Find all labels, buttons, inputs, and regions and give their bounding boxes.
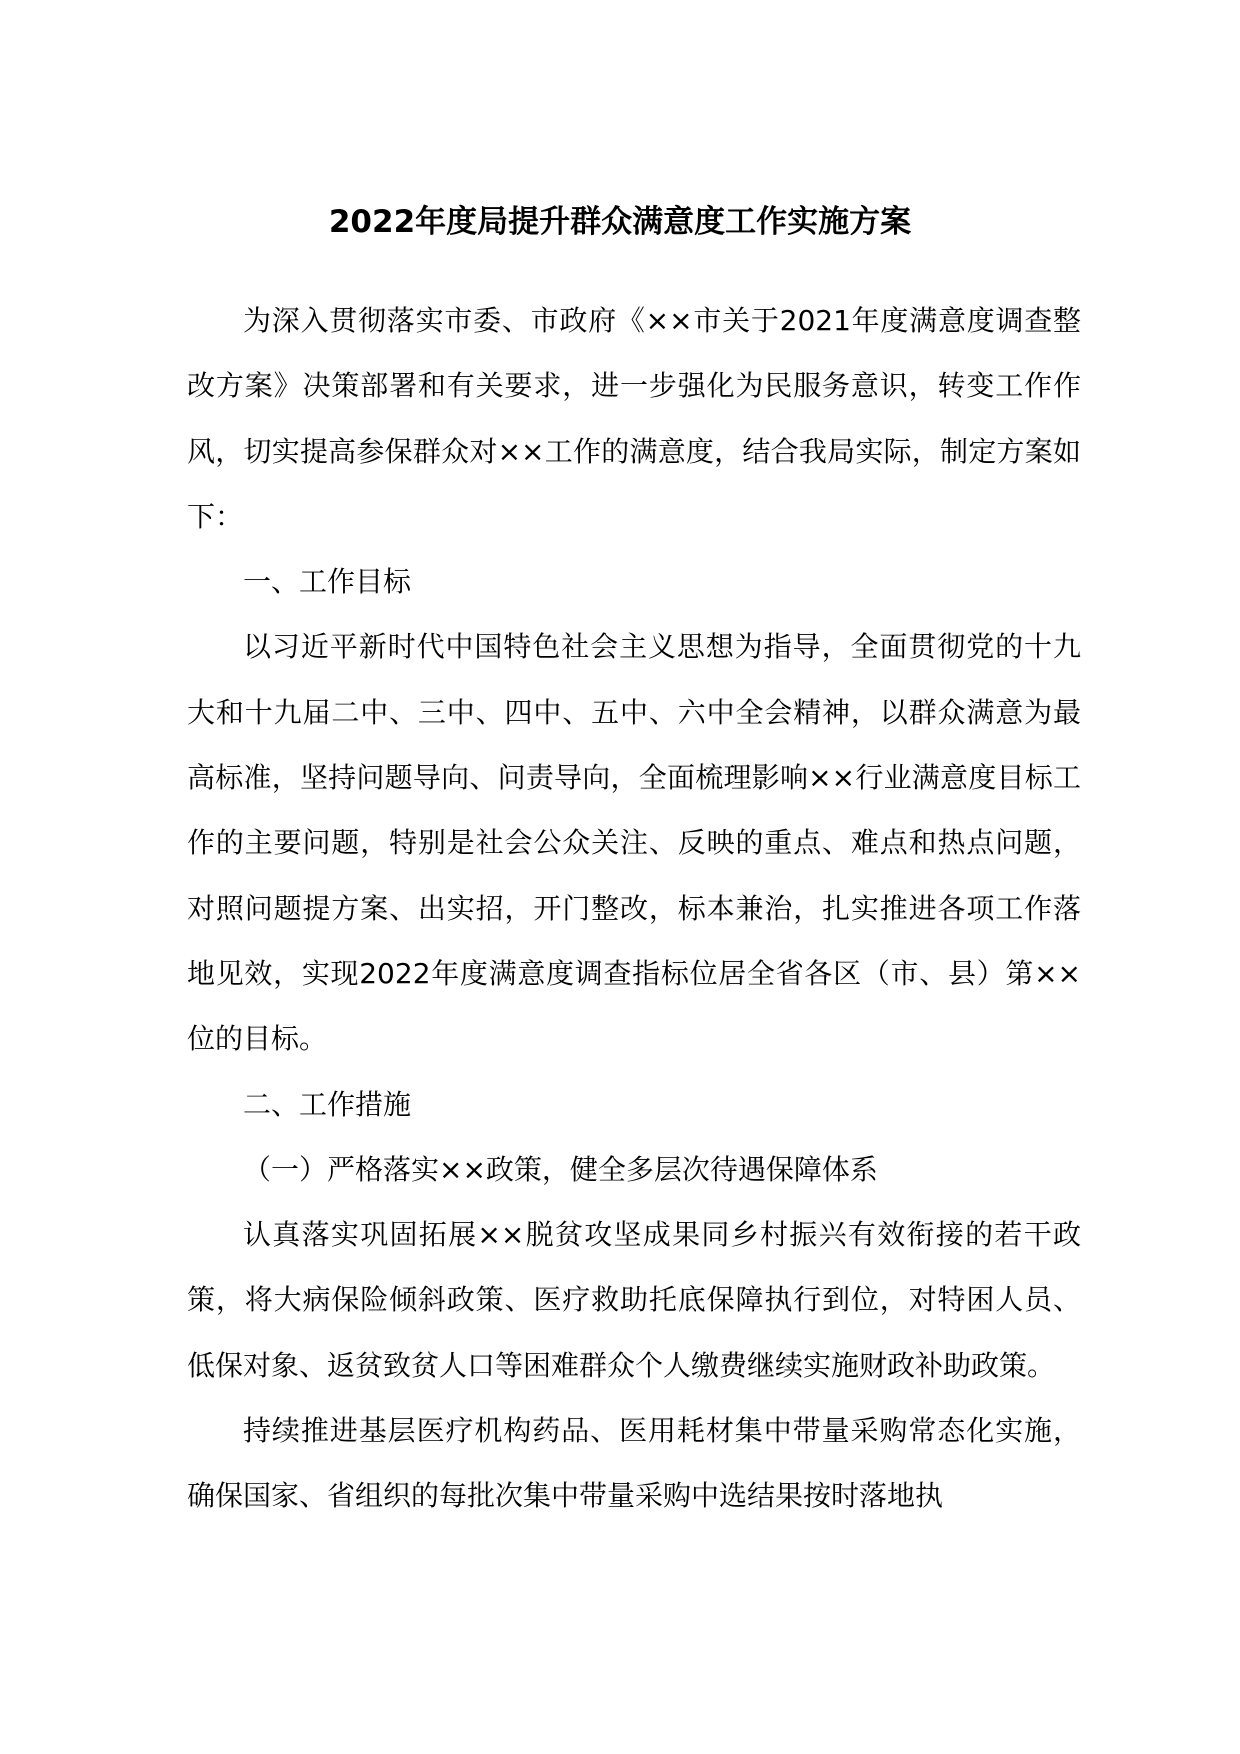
- paragraph-measure-1: 认真落实巩固拓展××脱贫攻坚成果同乡村振兴有效衔接的若干政策，将大病保险倾斜政策、医疗救助托底保障执行到位，对特困人员、低保对象、返贫致贫人口等困难群众个人缴费继续实施财政补助政策。: [187, 1218, 1081, 1382]
- paragraph-intro: 为深入贯彻落实市委、市政府《××市关于2021年度满意度调查整改方案》决策部署和有关要求，进一步强化为民服务意识，转变工作作风，切实提高参保群众对××工作的满意度，结合我局实际，制定方案如下：: [187, 304, 1081, 533]
- document-title: 2022年度局提升群众满意度工作实施方案: [328, 204, 912, 240]
- document-body: [187, 288, 1081, 1529]
- paragraph-goals: 以习近平新时代中国特色社会主义思想为指导，全面贯彻党的十九大和十九届二中、三中、四中、五中、六中全会精神，以群众满意为最高标准，坚持问题导向、问责导向，全面梳理影响××行业满意度目标工作的主要问题，特别是社会公众关注、反映的重点、难点和热点问题，对照问题提方案、出实招，开门整改，标本兼治，扎实推进各项工作落地见效，实现2022年度满意度调查指标位居全省各区（市、县）第××位的目标。: [187, 630, 1081, 1056]
- subsection-heading-1: （一）严格落实××政策，健全多层次待遇保障体系: [243, 1152, 878, 1186]
- paragraph-measure-2: 持续推进基层医疗机构药品、医用耗材集中带量采购常态化实施，确保国家、省组织的每批次集中带量采购中选结果按时落地执: [187, 1414, 1081, 1513]
- section-heading-measures: 二、工作措施: [243, 1087, 412, 1121]
- section-heading-goals: 一、工作目标: [243, 565, 412, 599]
